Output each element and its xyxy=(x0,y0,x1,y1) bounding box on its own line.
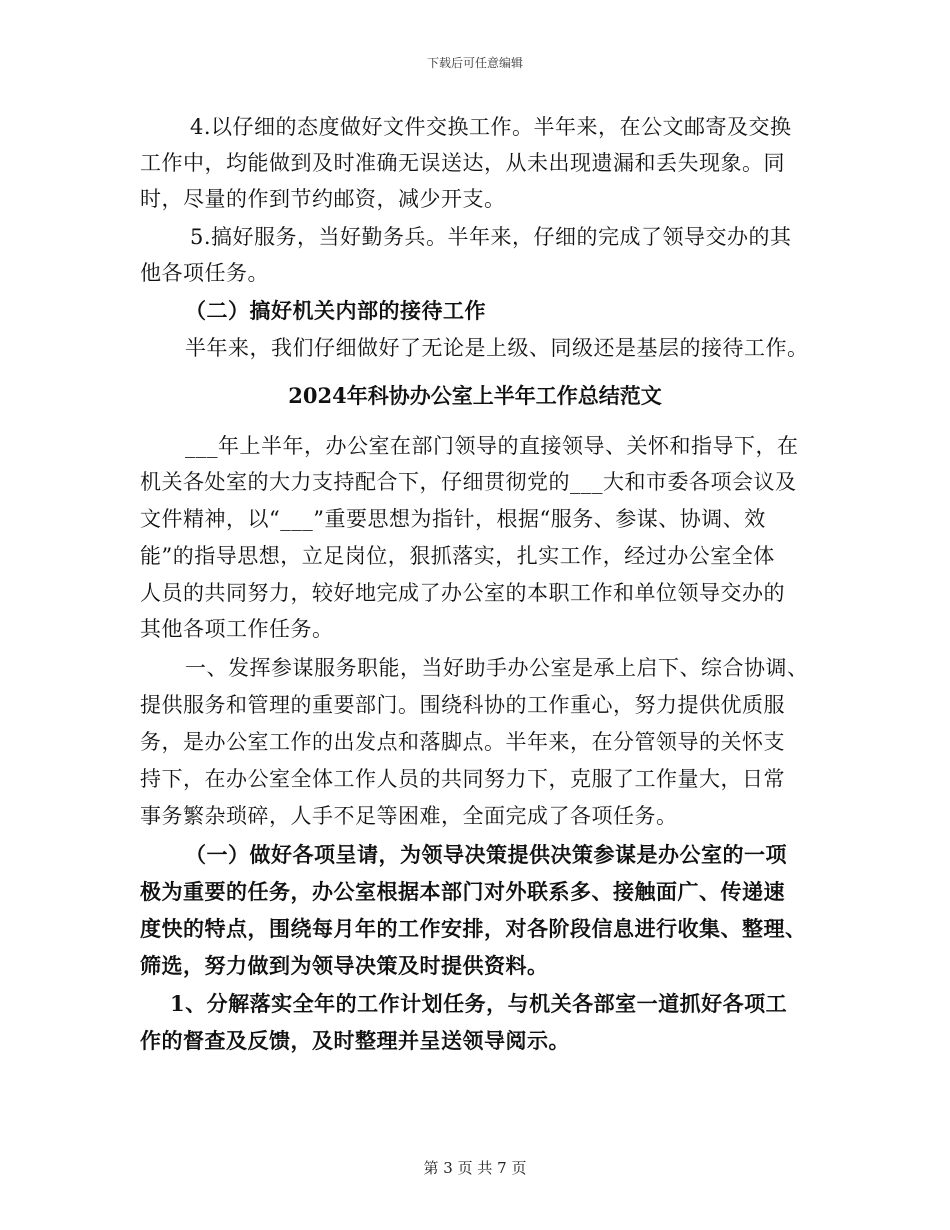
paragraph-line: 其他各项工作任务。 xyxy=(140,617,334,641)
paragraph-line: 务，是办公室工作的出发点和落脚点。半年来，在分管领导的关怀支 xyxy=(140,730,785,754)
paragraph-line: 时，尽量的作到节约邮资，减少开支。 xyxy=(140,187,506,211)
paragraph-line: 事务繁杂琐碎，人手不足等困难，全面完成了各项任务。 xyxy=(140,804,678,828)
paragraph-line: 半年来，我们仔细做好了无论是上级、同级还是基层的接待工作。 xyxy=(185,336,809,360)
paragraph-line: 一、发挥参谋服务职能，当好助手办公室是承上启下、综合协调、 xyxy=(185,656,809,680)
paragraph-line: 人员的共同努力，较好地完成了办公室的本职工作和单位领导交办的 xyxy=(140,581,785,605)
bold-paragraph-line: 极为重要的任务，办公室根据本部门对外联系多、接触面广、传递速 xyxy=(140,879,785,904)
paragraph-line: 4.以仔细的态度做好文件交换工作。半年来，在公文邮寄及交换 xyxy=(190,115,792,139)
paragraph-line: 机关各处室的大力支持配合下，仔细贯彻党的___大和市委各项会议及 xyxy=(140,470,797,494)
page-header: 下载后可任意编辑 xyxy=(426,56,523,70)
page-footer: 第 3 页 共 7 页 xyxy=(423,1159,527,1177)
paragraph-line: 文件精神，以“___”重要思想为指针，根据“服务、参谋、协调、效 xyxy=(140,507,766,531)
paragraph-line: 提供服务和管理的重要部门。围绕科协的工作重心，努力提供优质服 xyxy=(140,693,785,717)
bold-paragraph-line: 筛选，努力做到为领导决策及时提供资料。 xyxy=(140,953,549,978)
paragraph-line: 他各项任务。 xyxy=(140,261,269,285)
paragraph-line: 5.搞好服务，当好勤务兵。半年来，仔细的完成了领导交办的其 xyxy=(190,225,792,249)
bold-paragraph-line: 作的督查及反馈，及时整理并呈送领导阅示。 xyxy=(140,1028,570,1053)
bold-paragraph-line: 度快的特点，围绕每月年的工作安排，对各阶段信息进行收集、整理、 xyxy=(140,916,807,941)
bold-paragraph-line: （一）做好各项呈请，为领导决策提供决策参谋是办公室的一项 xyxy=(185,842,787,867)
paragraph-line: 能”的指导思想，立足岗位，狠抓落实，扎实工作，经过办公室全体 xyxy=(140,544,775,568)
paragraph-line: 工作中，均能做到及时准确无误送达，从未出现遗漏和丢失现象。同 xyxy=(140,151,785,175)
document-title: 2024年科协办公室上半年工作总结范文 xyxy=(288,383,662,408)
subheading: （二）搞好机关内部的接待工作 xyxy=(185,298,486,323)
bold-paragraph-line: 1、分解落实全年的工作计划任务，与机关各部室一道抓好各项工 xyxy=(170,991,788,1016)
paragraph-line: 持下，在办公室全体工作人员的共同努力下，克服了工作量大，日常 xyxy=(140,767,785,791)
paragraph-line: ___年上半年，办公室在部门领导的直接领导、关怀和指导下，在 xyxy=(185,434,799,458)
